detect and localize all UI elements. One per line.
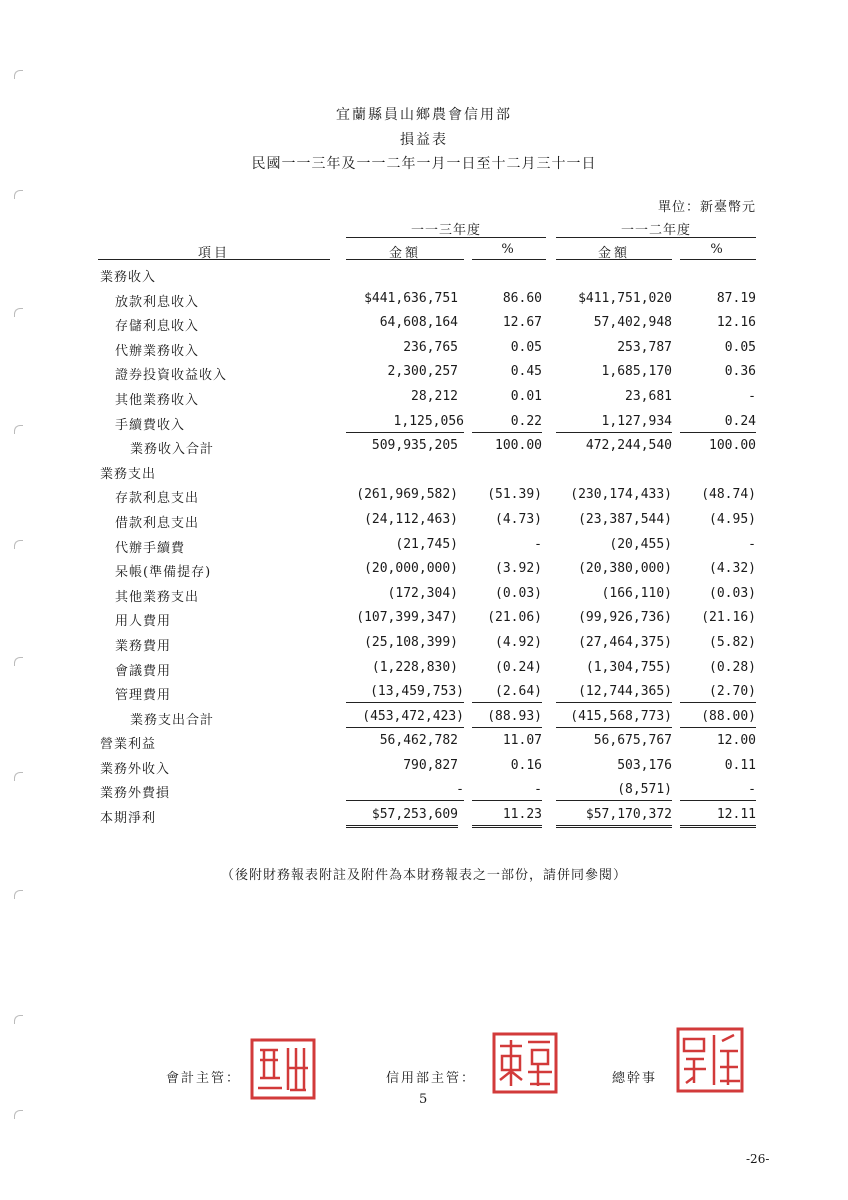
amount-112-cell: 1,685,170 [601,364,672,380]
percent-112-cell [680,463,756,481]
amount-112-cell: (415,568,773) [556,709,672,728]
binder-mark [14,1015,23,1024]
amount-112-cell: $57,170,372 [556,807,672,828]
row-label: 證券投資收益收入 [115,368,228,384]
table-row [0,656,848,681]
row-label: 其他業務收入 [115,392,200,408]
amount-113-cell: (172,304) [387,585,458,601]
binder-mark [14,425,23,434]
binder-mark [14,540,23,549]
table-row [0,705,848,730]
binder-mark [14,70,23,79]
table-row [0,287,848,312]
amount-112-cell: 57,402,948 [593,315,672,331]
percent-112-cell: (21.16) [701,610,756,626]
percent-113-cell [472,463,542,481]
percent-113-cell: (21.06) [487,610,542,626]
row-label: 放款利息收入 [115,294,200,310]
percent-113-cell: 12.67 [502,315,542,331]
percent-112-cell: 87.19 [716,290,756,306]
percent-113-cell: 0.05 [510,339,542,355]
percent-113-cell: (3.92) [495,561,542,577]
amount-113-cell: (21,745) [395,536,458,552]
amount-113-cell [346,463,458,481]
percent-112-cell: (48.74) [701,487,756,503]
statement-period: 民國一一三年及一一二年一月一日至十二月三十一日 [251,156,597,172]
row-label: 業務外收入 [100,761,171,777]
percent-112-cell: (0.03) [709,585,756,601]
amount-112-cell: (230,174,433) [570,487,672,503]
percent-112-cell: - [748,536,756,552]
percent-112-cell: - [748,388,756,404]
amount-112-cell: (166,110) [601,585,672,601]
row-label: 業務收入 [100,270,157,285]
amount-112-cell: (23,387,544) [578,511,672,527]
year-header-112: 一一二年度 [556,219,756,238]
table-row [0,385,848,410]
table-row [0,803,848,828]
table-row [0,631,848,656]
signature-credit-manager-label: 信用部主管： [386,1071,477,1086]
amount-112-cell: (20,455) [609,536,672,552]
amount-112-cell: (27,464,375) [578,634,672,650]
table-row [0,360,848,385]
accounting-seal-icon [250,1038,316,1100]
binder-mark [14,1110,23,1119]
amount-113-cell: (25,108,399) [364,634,458,650]
general-manager-seal-icon [676,1027,744,1093]
percent-113-cell: 0.01 [510,388,542,404]
percent-113-cell: (51.39) [487,487,542,503]
table-row [0,508,848,533]
amount-113-cell: $441,636,751 [364,290,458,306]
percent-112-cell [680,266,756,284]
amount-113-cell: - [346,782,464,801]
percent-112-cell: 0.36 [724,364,756,380]
income-statement-table [0,262,848,828]
amount-112-cell: 503,176 [617,757,672,773]
amount-113-cell: 236,765 [403,339,458,355]
table-row [0,582,848,607]
amount-112-cell: (12,744,365) [556,684,672,703]
row-label: 本期淨利 [100,811,157,827]
table-row [0,557,848,582]
amount-113-cell: 28,212 [411,388,458,404]
row-label: 存儲利息收入 [115,319,200,335]
percent-113-cell: (4.92) [495,634,542,650]
amount-113-cell: (261,969,582) [356,487,458,503]
amount-113-cell: $57,253,609 [346,807,458,828]
percent-113-cell: 0.45 [510,364,542,380]
percent-113-cell: 0.22 [472,414,542,433]
table-row [0,483,848,508]
percent-112-cell: 12.16 [716,315,756,331]
amount-113-cell: (20,000,000) [364,561,458,577]
amount-112-cell: 23,681 [625,388,672,404]
column-header-percent-113: % [472,242,546,260]
percent-113-cell: 11.07 [502,733,542,749]
table-row [0,434,848,459]
percent-112-cell: - [680,782,756,801]
statement-title: 損益表 [400,132,448,148]
table-row [0,410,848,435]
percent-112-cell: (5.82) [709,634,756,650]
table-row [0,262,848,287]
row-label: 存款利息支出 [115,491,200,507]
column-header-item: 項目 [98,242,330,260]
signature-accounting-label: 會計主管： [166,1071,242,1086]
amount-112-cell: (8,571) [556,782,672,801]
table-row [0,311,848,336]
amount-113-cell: 509,935,205 [371,438,458,454]
credit-manager-seal-icon [492,1032,558,1094]
binder-mark [14,308,23,317]
amount-113-cell: (107,399,347) [356,610,458,626]
organization-title: 宜蘭縣員山鄉農會信用部 [336,107,512,123]
row-label: 用人費用 [115,614,172,630]
percent-113-cell: (2.64) [472,684,542,703]
column-header-amount-112: 金額 [556,242,672,260]
percent-113-cell: (0.03) [495,585,542,601]
amount-112-cell [556,463,672,481]
percent-112-cell: 0.24 [680,414,756,433]
percent-112-cell: 12.00 [716,733,756,749]
column-header-percent-112: % [680,242,756,260]
table-row [0,459,848,484]
row-label: 業務費用 [115,638,172,654]
amount-112-cell: 472,244,540 [585,438,672,454]
percent-112-cell: (4.32) [709,561,756,577]
percent-113-cell: 86.60 [502,290,542,306]
row-label: 業務外費損 [100,786,171,802]
amount-112-cell: 56,675,767 [593,733,672,749]
amount-113-cell: (1,228,830) [371,659,458,675]
table-row [0,778,848,803]
percent-112-cell: (0.28) [709,659,756,675]
amount-112-cell: (20,380,000) [578,561,672,577]
percent-113-cell [472,266,542,284]
row-label: 手續費收入 [115,417,186,433]
percent-113-cell: (88.93) [472,709,542,728]
amount-113-cell: 2,300,257 [387,364,458,380]
percent-113-cell: (4.73) [495,511,542,527]
table-row [0,606,848,631]
percent-112-cell: 0.11 [724,757,756,773]
row-label: 借款利息支出 [115,515,200,531]
row-label: 其他業務支出 [115,589,200,605]
percent-112-cell: (4.95) [709,511,756,527]
amount-113-cell: (453,472,423) [346,709,464,728]
row-label: 管理費用 [115,688,172,704]
percent-112-cell: 100.00 [709,438,756,454]
percent-113-cell: 100.00 [495,438,542,454]
amount-113-cell: 1,125,056 [346,414,464,433]
amount-112-cell: (1,304,755) [585,659,672,675]
column-header-amount-113: 金額 [346,242,464,260]
binder-mark [14,657,23,666]
row-label: 營業利益 [100,737,157,753]
row-label: 業務支出合計 [130,712,215,728]
row-label: 代辦業務收入 [115,343,200,359]
currency-unit: 單位：新臺幣元 [657,200,756,215]
amount-113-cell: 790,827 [403,757,458,773]
page-label: -26- [746,1152,770,1166]
row-label: 業務收入合計 [130,442,215,458]
percent-113-cell: - [534,536,542,552]
amount-112-cell: 1,127,934 [556,414,672,433]
year-header-113: 一一三年度 [346,219,546,238]
amount-112-cell: (99,926,736) [578,610,672,626]
row-label: 業務支出 [100,466,157,482]
percent-113-cell: - [472,782,542,801]
amount-113-cell: (24,112,463) [364,511,458,527]
binder-mark [14,890,23,899]
binder-mark [14,772,23,781]
table-row [0,336,848,361]
amount-112-cell: 253,787 [617,339,672,355]
footnote: （後附財務報表附註及附件為本財務報表之一部份，請併同參閱） [220,868,627,883]
row-label: 代辦手續費 [115,540,186,556]
table-row [0,533,848,558]
amount-113-cell [346,266,458,284]
percent-113-cell: 11.23 [472,807,542,828]
percent-112-cell: 0.05 [724,339,756,355]
amount-113-cell: (13,459,753) [346,684,464,703]
page-number: 5 [419,1092,428,1107]
percent-112-cell: (88.00) [680,709,756,728]
signature-general-manager-label: 總幹事 [612,1071,658,1086]
table-row [0,680,848,705]
table-row [0,729,848,754]
amount-113-cell: 56,462,782 [379,733,458,749]
row-label: 呆帳(準備提存) [115,565,212,581]
percent-112-cell: (2.70) [680,684,756,703]
amount-113-cell: 64,608,164 [379,315,458,331]
percent-113-cell: (0.24) [495,659,542,675]
row-label: 會議費用 [115,663,172,679]
amount-112-cell: $411,751,020 [578,290,672,306]
percent-112-cell: 12.11 [680,807,756,828]
binder-mark [14,190,23,199]
amount-112-cell [556,266,672,284]
percent-113-cell: 0.16 [510,757,542,773]
table-row [0,754,848,779]
